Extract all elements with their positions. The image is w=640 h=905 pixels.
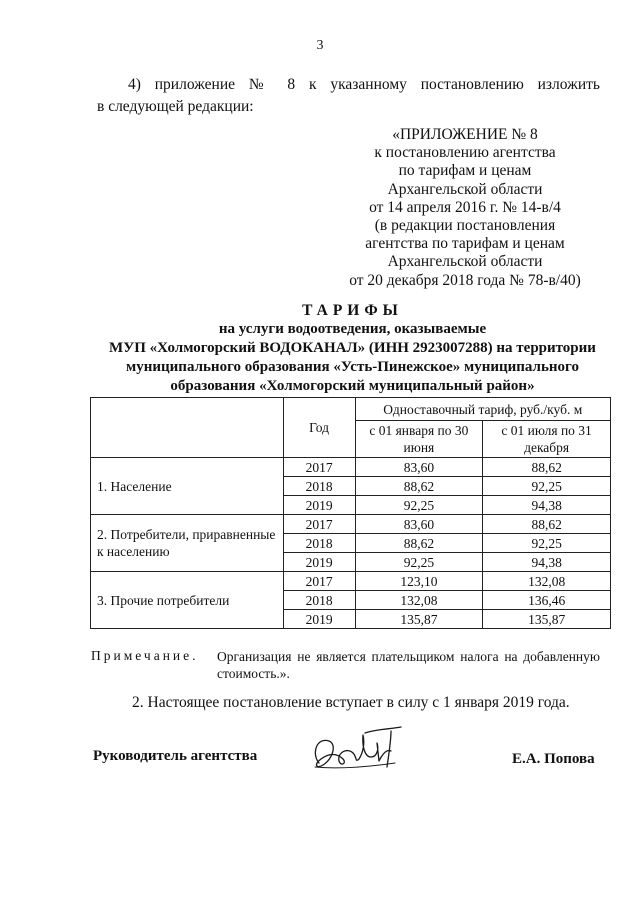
table-row xyxy=(91,458,611,477)
appendix-line: к постановлению агентства xyxy=(374,144,556,162)
year-cell: 2017 xyxy=(283,572,355,591)
title-line: МУП «Холмогорский ВОДОКАНАЛ» (ИНН 2923007288) на территории xyxy=(109,340,596,356)
category-cell: 3. Прочие потребители xyxy=(91,572,284,629)
tariff-h1-cell: 83,60 xyxy=(355,458,483,477)
year-cell: 2017 xyxy=(283,458,355,477)
tariff-h2-cell: 135,87 xyxy=(483,610,611,629)
header-category-blank xyxy=(91,398,284,458)
tariff-h1-cell: 88,62 xyxy=(355,477,483,496)
year-cell: 2017 xyxy=(283,515,355,534)
tariff-h1-cell: 123,10 xyxy=(355,572,483,591)
appendix-line: Архангельской области xyxy=(387,253,543,271)
title-line: образования «Холмогорский муниципальный район» xyxy=(170,378,535,394)
year-cell: 2019 xyxy=(283,553,355,572)
tariff-h1-cell: 92,25 xyxy=(355,496,483,515)
tariff-table xyxy=(90,397,611,629)
tariff-h2-cell: 94,38 xyxy=(483,553,611,572)
document-title xyxy=(70,301,635,396)
title-heading: ТАРИФЫ xyxy=(302,302,403,319)
tariff-h1-cell: 83,60 xyxy=(355,515,483,534)
tariff-h1-cell: 135,87 xyxy=(355,610,483,629)
page-number: 3 xyxy=(316,38,324,53)
title-line: на услуги водоотведения, оказываемые xyxy=(218,321,487,337)
tariff-h2-cell: 92,25 xyxy=(483,534,611,553)
title-line: муниципального образования «Усть-Пинежское» муниципального xyxy=(126,359,579,375)
appendix-line: «ПРИЛОЖЕНИЕ № 8 xyxy=(392,126,538,143)
tariff-h2-cell: 88,62 xyxy=(483,515,611,534)
signatory-name: Е.А. Попова xyxy=(512,751,595,767)
tariff-h2-cell: 132,08 xyxy=(483,572,611,591)
signatory-position: Руководитель агентства xyxy=(93,748,258,764)
header-year: Год xyxy=(283,398,355,458)
table-row xyxy=(91,572,611,591)
category-cell: 2. Потребители, приравненные к населению xyxy=(91,515,284,572)
header-half1: с 01 января по 30 июня xyxy=(355,421,483,458)
year-cell: 2019 xyxy=(283,610,355,629)
handwritten-signature xyxy=(307,723,407,779)
table-row xyxy=(91,515,611,534)
appendix-line: по тарифам и ценам xyxy=(398,162,532,180)
appendix-line: агентства по тарифам и ценам xyxy=(365,235,565,253)
appendix-line: от 14 апреля 2016 г. № 14-в/4 xyxy=(369,198,561,216)
appendix-line: Архангельской области xyxy=(387,180,543,198)
header-half2: с 01 июля по 31 декабря xyxy=(483,421,611,458)
tariff-h2-cell: 94,38 xyxy=(483,496,611,515)
year-cell: 2018 xyxy=(283,477,355,496)
item4-text-line1: 4) приложение № 8 к указанному постановлению изложить xyxy=(128,76,600,93)
appendix-line: (в редакции постановления xyxy=(374,217,556,235)
year-cell: 2018 xyxy=(283,534,355,553)
appendix-line: от 20 декабря 2018 года № 78-в/40) xyxy=(349,271,581,289)
tariff-h1-cell: 92,25 xyxy=(355,553,483,572)
item4-text-line2: в следующей редакции: xyxy=(97,98,254,115)
note-label: Примечание. xyxy=(91,648,199,663)
tariff-h2-cell: 136,46 xyxy=(483,591,611,610)
tariff-h1-cell: 88,62 xyxy=(355,534,483,553)
category-cell: 1. Население xyxy=(91,458,284,515)
year-cell: 2018 xyxy=(283,591,355,610)
item2-text: 2. Настоящее постановление вступает в силу с 1 января 2019 года. xyxy=(132,694,570,711)
note-text: Организация не является плательщиком налога на добавленную стоимость.». xyxy=(217,649,600,681)
tariff-h2-cell: 92,25 xyxy=(483,477,611,496)
tariff-h2-cell: 88,62 xyxy=(483,458,611,477)
appendix-header xyxy=(330,126,600,290)
header-tariff: Одноставочный тариф, руб./куб. м xyxy=(355,398,610,421)
tariff-h1-cell: 132,08 xyxy=(355,591,483,610)
year-cell: 2019 xyxy=(283,496,355,515)
